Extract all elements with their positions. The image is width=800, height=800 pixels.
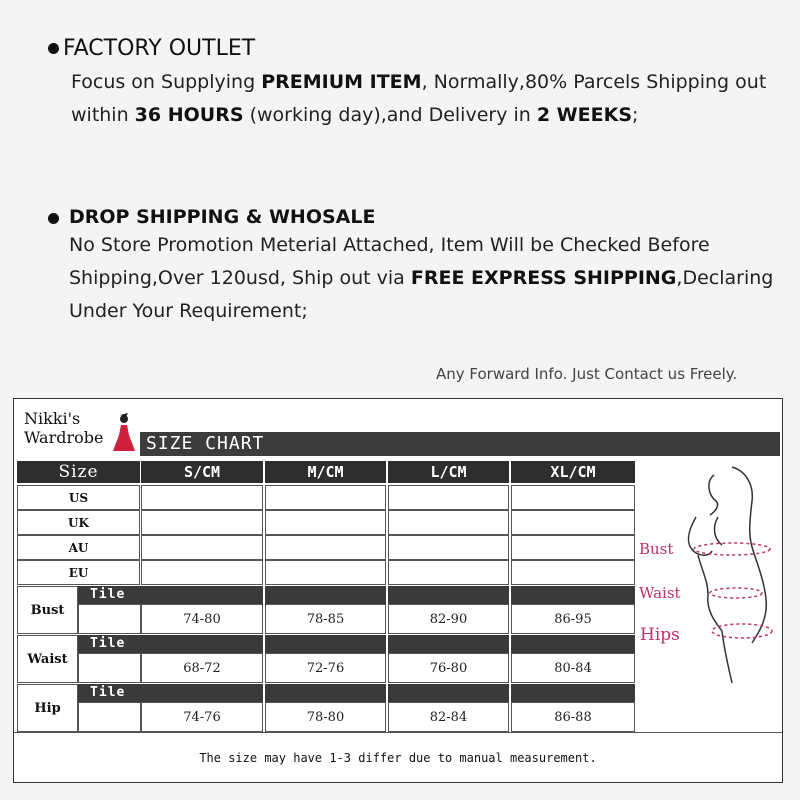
empty-cell: [388, 535, 509, 560]
tile-label: Tile: [78, 684, 141, 702]
empty-cell: [141, 510, 263, 535]
region-label: UK: [17, 510, 140, 535]
empty-cell: [141, 560, 263, 585]
brand-logo: [24, 409, 103, 447]
size-value: 78-80: [265, 702, 386, 732]
bold-text: 36 HOURS: [134, 104, 244, 126]
measurement-label: Waist: [17, 635, 78, 683]
size-value: 74-76: [141, 702, 263, 732]
empty-cell: [265, 560, 386, 585]
tile-bar: [511, 635, 635, 653]
column-header: L/CM: [388, 461, 509, 483]
size-chart-title: SIZE CHART: [146, 433, 265, 454]
empty-cell: [141, 535, 263, 560]
size-value: 68-72: [141, 653, 263, 683]
empty-cell: [265, 510, 386, 535]
hips-label: Hips: [640, 625, 680, 645]
empty-cell: [511, 510, 635, 535]
tile-bar: [511, 684, 635, 702]
region-label: US: [17, 485, 140, 510]
tile-bar: [265, 586, 386, 604]
tile-bar: [265, 684, 386, 702]
logo-line2: Wardrobe: [24, 428, 104, 447]
text-run: , Normally,80% Parcels Shipping out: [421, 71, 767, 93]
dress-icon: [110, 413, 136, 453]
tile-bar: [141, 586, 263, 604]
bold-text: 2 WEEKS: [536, 104, 633, 126]
size-chart-title-bar: [140, 432, 780, 456]
logo-line1: Nikki's: [24, 409, 81, 428]
waist-label: Waist: [639, 584, 681, 602]
text-run: Focus on Supplying: [71, 71, 262, 93]
empty-cell: [511, 560, 635, 585]
size-chart: [13, 398, 783, 783]
empty-cell: [388, 485, 509, 510]
bold-text: PREMIUM ITEM: [261, 71, 422, 93]
empty-cell: [265, 535, 386, 560]
text-run: within: [71, 104, 135, 126]
empty-cell: [511, 535, 635, 560]
empty-cell: [265, 485, 386, 510]
paragraph-line: [69, 295, 773, 328]
bold-text: FREE EXPRESS SHIPPING: [410, 267, 677, 289]
tile-bar: [141, 684, 263, 702]
tile-bar: [265, 635, 386, 653]
section-heading-factory: FACTORY OUTLET: [63, 36, 256, 61]
tile-label: Tile: [78, 635, 141, 653]
tile-label: Tile: [78, 586, 141, 604]
section-paragraph-factory: [71, 66, 766, 132]
tile-bar: [141, 635, 263, 653]
text-run: ,Declaring: [676, 267, 774, 289]
tile-bar: [388, 684, 509, 702]
section-heading-dropship: DROP SHIPPING & WHOSALE: [69, 206, 376, 228]
paragraph-line: [71, 66, 766, 99]
section-paragraph-dropship: [69, 229, 773, 328]
size-header: Size: [17, 461, 140, 483]
size-value: 86-88: [511, 702, 635, 732]
empty-cell: [388, 560, 509, 585]
measurement-label: Bust: [17, 586, 78, 634]
paragraph-line: [69, 229, 773, 262]
column-header: M/CM: [265, 461, 386, 483]
measurement-label: Hip: [17, 684, 78, 732]
size-value: 82-84: [388, 702, 509, 732]
text-run: Shipping,Over 120usd, Ship out via: [69, 267, 411, 289]
size-value: 74-80: [141, 604, 263, 634]
tile-bar: [511, 586, 635, 604]
empty-cell: [511, 485, 635, 510]
paragraph-line: [69, 262, 773, 295]
paragraph-line: [71, 99, 766, 132]
size-value: 76-80: [388, 653, 509, 683]
empty-cell: [78, 702, 141, 732]
region-label: EU: [17, 560, 140, 585]
column-header: XL/CM: [511, 461, 635, 483]
tile-bar: [388, 635, 509, 653]
size-value: 80-84: [511, 653, 635, 683]
bullet-icon: [48, 43, 59, 54]
bullet-icon: [48, 213, 59, 224]
text-run: No Store Promotion Meterial Attached, Item Will be Checked Before: [69, 234, 710, 256]
region-label: AU: [17, 535, 140, 560]
column-header: S/CM: [141, 461, 263, 483]
size-value: 72-76: [265, 653, 386, 683]
measurement-footnote: The size may have 1-3 differ due to manual measurement.: [199, 751, 597, 765]
text-run: (working day),and Delivery in: [243, 104, 537, 126]
body-figure-icon: [636, 461, 776, 691]
empty-cell: [141, 485, 263, 510]
text-run: ;: [632, 104, 639, 126]
size-value: 86-95: [511, 604, 635, 634]
size-value: 78-85: [265, 604, 386, 634]
bust-label: Bust: [639, 540, 674, 558]
empty-cell: [388, 510, 509, 535]
size-value: 82-90: [388, 604, 509, 634]
text-run: Under Your Requirement;: [69, 300, 308, 322]
tile-bar: [388, 586, 509, 604]
empty-cell: [78, 604, 141, 634]
empty-cell: [78, 653, 141, 683]
contact-note: Any Forward Info. Just Contact us Freely.: [436, 365, 738, 383]
